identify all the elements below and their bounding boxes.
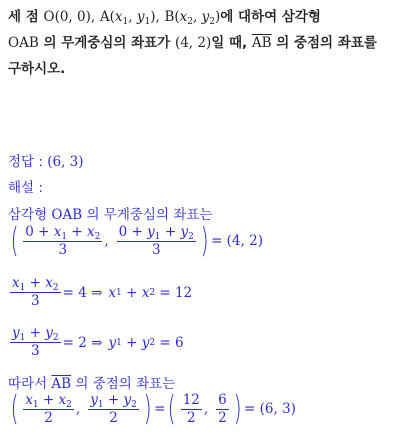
fraction: $\frac{0 + y_1 + y_2}{3}$: [118, 223, 194, 258]
problem-line-3: 구하시오.: [8, 61, 66, 77]
step1-text: 삼각형 OAB 의 무게중심의 좌표는: [8, 207, 213, 223]
step4-text: 따라서 $\overline{AB}$ 의 중점의 좌표는: [8, 376, 176, 392]
fraction: $\frac{y_1 + y_2}{2}$: [90, 391, 137, 426]
step4-equation: ( $\frac{x_1 + x_2}{2}$ , $\frac{y_1 + y_2}{2}$ ) = ( $\frac{12}{2}$ , $\frac{6}{2}$ ) = (6, 3): [10, 389, 296, 429]
text: 에 대하여 삼각형: [220, 9, 321, 25]
point-o: O(0, 0),: [43, 9, 96, 25]
problem-line-1: [8, 4, 396, 30]
problem-line-2: [8, 30, 396, 56]
problem-statement: [8, 4, 396, 82]
fraction: $\frac{6}{2}$: [218, 391, 227, 426]
step1-equation: ( $\frac{0 + x_1 + x_2}{3}$ , $\frac{0 + y_1 + y_2}{3}$ ) = (4, 2): [10, 221, 263, 261]
fraction: $\frac{x_1 + x_2}{2}$: [25, 391, 72, 426]
triangle-name: OAB: [8, 35, 39, 51]
text: 일 때,: [211, 35, 248, 51]
answer-line: [8, 150, 84, 170]
point-a: $A(x_1$, $y_1$),: [99, 9, 160, 27]
fraction: $\frac{12}{2}$: [182, 391, 200, 426]
text: 세 점: [8, 9, 39, 25]
step3-equation: $\frac{y_1 + y_2}{3}$ = 2 ⇒ y 1 + y 2 = 6: [12, 325, 184, 359]
explanation-label: 해설 :: [8, 180, 43, 196]
text: 의 중점의 좌표를: [276, 35, 377, 51]
segment-ab: $\overline{AB}$: [251, 35, 272, 51]
fraction: $\frac{y_1 + y_2}{3}$: [12, 325, 59, 359]
fraction: $\frac{x_1 + x_2}{3}$: [12, 275, 59, 309]
text: 의 무게중심의 좌표가: [43, 35, 171, 51]
point-b: $B(x_2$, $y_2$): [164, 9, 221, 27]
answer-value: (6, 3): [47, 154, 84, 170]
step2-equation: $\frac{x_1 + x_2}{3}$ = 4 ⇒ x 1 + x 2 = 12: [12, 275, 193, 309]
answer-label: 정답 :: [8, 154, 43, 170]
centroid-value: (4, 2): [174, 35, 212, 51]
fraction: $\frac{0 + x_1 + x_2}{3}$: [25, 223, 101, 258]
